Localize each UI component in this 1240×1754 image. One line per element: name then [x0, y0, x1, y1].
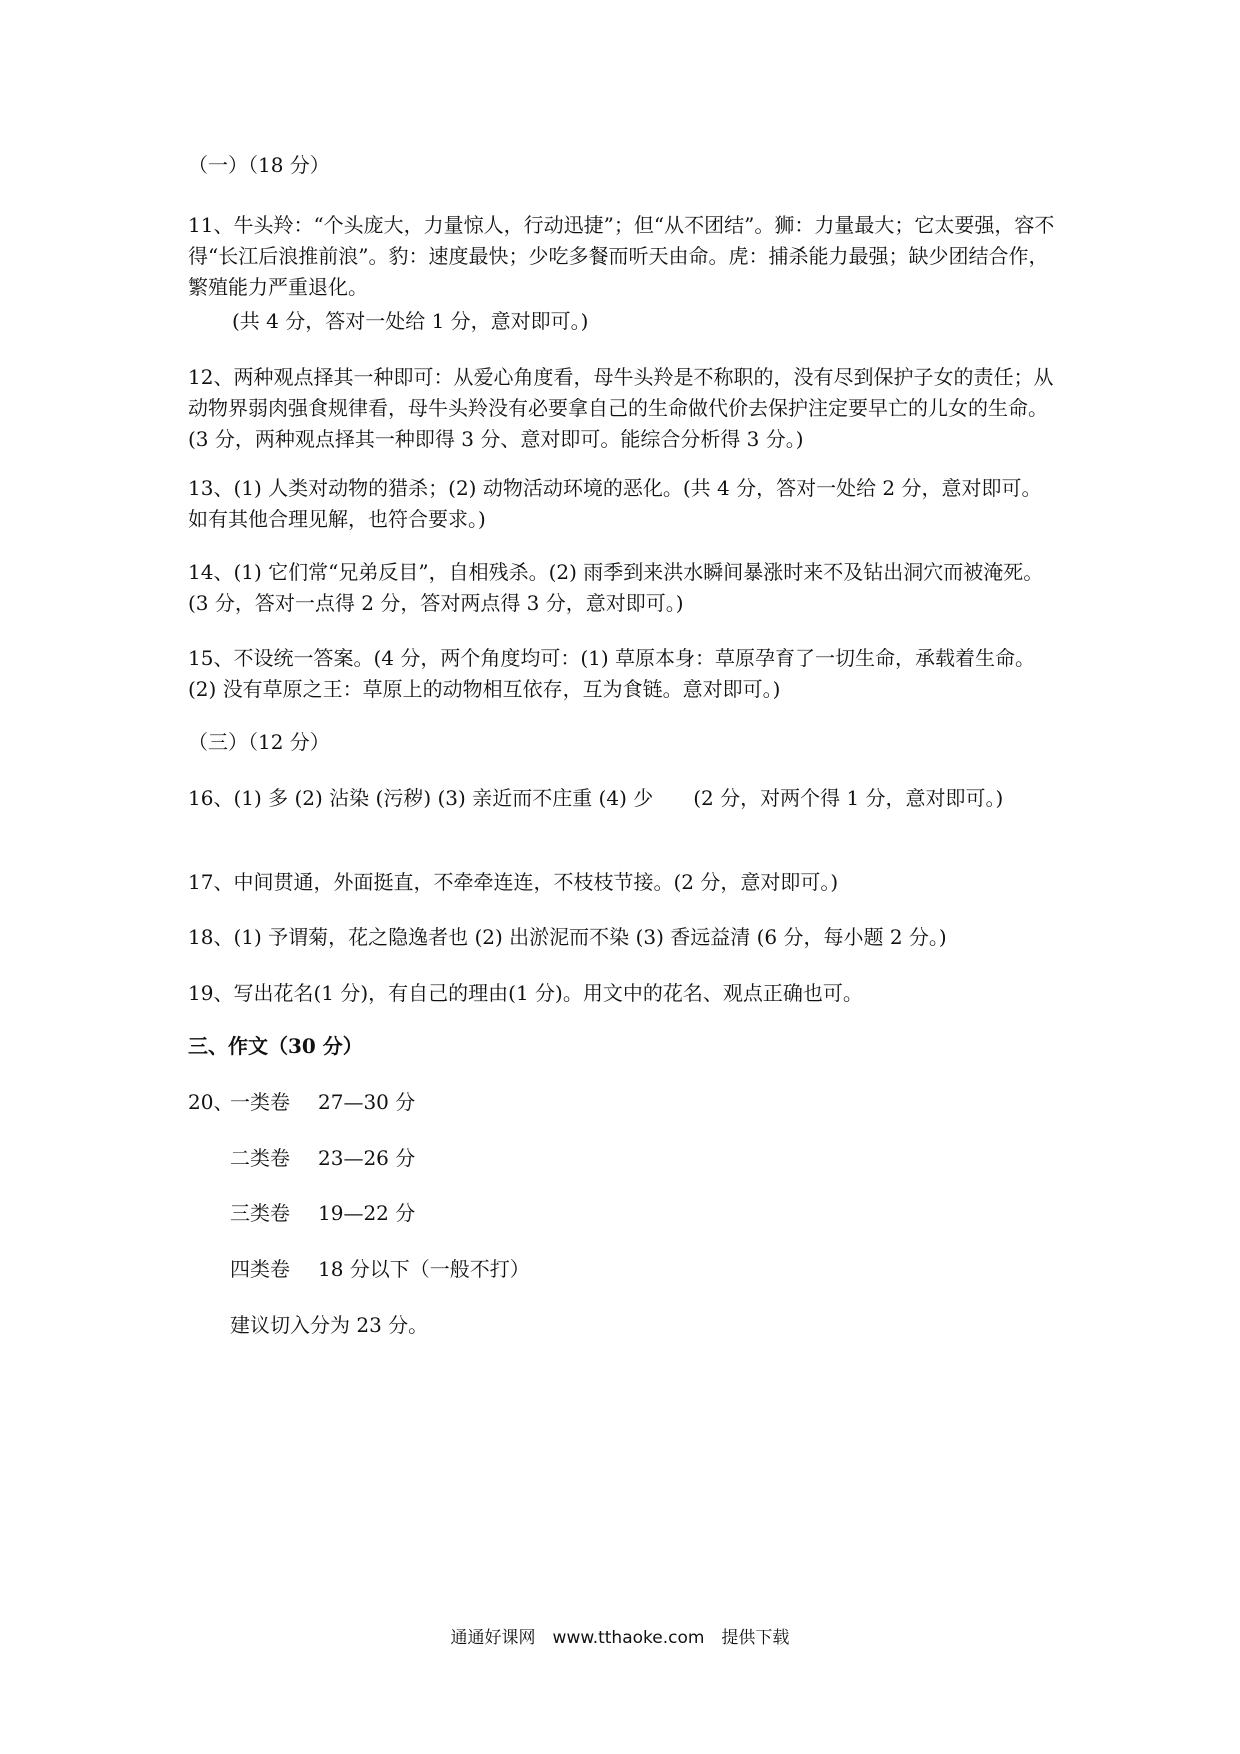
answer-12: 12、两种观点择其一种即可：从爱心角度看，母牛头羚是不称职的，没有尽到保护子女的责任；从动物界弱肉强食规律看，母牛头羚没有必要拿自己的生命做代价去保护注定要早亡的儿女的生命。(3 分，两种观点择其一种即得 3 分、意对即可。能综合分析得 3 分。): [188, 365, 1054, 451]
essay-header: 三、作文（30 分）: [188, 1034, 363, 1058]
answer-11: 11、牛头羚：“个头庞大，力量惊人，行动迅捷”；但“从不团结”。狮：力量最大；它太要强，容不得“长江后浪推前浪”。豹：速度最快；少吃多餐而听天由命。虎：捕杀能力最强；缺少团结合作，繁殖能力严重退化。: [188, 213, 1055, 299]
answer-19: 19、写出花名(1 分)，有自己的理由(1 分)。用文中的花名、观点正确也可。: [188, 981, 863, 1005]
grade-range: 18 分以下（一般不打）: [318, 1257, 530, 1281]
grade-range: 23—26 分: [318, 1146, 416, 1170]
page-footer: 通通好课网 www.tthaoke.com 提供下载: [450, 1628, 790, 1648]
answer-16: 16、(1) 多 (2) 沾染 (污秽) (3) 亲近而不庄重 (4) 少 (2 分，对两个得 1 分，意对即可。): [188, 786, 1004, 810]
answer-15: 15、不设统一答案。(4 分，两个角度均可：(1) 草原本身：草原孕育了一切生命，承载着生命。(2) 没有草原之王：草原上的动物相互依存，互为食链。意对即可。): [188, 646, 1036, 701]
grade-level: 一类卷: [230, 1090, 290, 1114]
grade-prefix: 20、: [188, 1090, 234, 1114]
grade-range: 27—30 分: [318, 1090, 416, 1114]
answer-11-note: (共 4 分，答对一处给 1 分，意对即可。): [232, 309, 589, 333]
grade-suggestion: 建议切入分为 23 分。: [230, 1313, 429, 1337]
grade-level: 二类卷: [230, 1146, 290, 1170]
grade-range: 19—22 分: [318, 1201, 416, 1225]
grade-level: 四类卷: [230, 1257, 290, 1281]
section-header-1: （一）（18 分）: [188, 153, 330, 177]
answer-14: 14、(1) 它们常“兄弟反目”，自相残杀。(2) 雨季到来洪水瞬间暴涨时来不及钻出洞穴而被淹死。(3 分，答对一点得 2 分，答对两点得 3 分，意对即可。): [188, 560, 1044, 615]
answer-13: 13、(1) 人类对动物的猎杀；(2) 动物活动环境的恶化。(共 4 分，答对一处给 2 分，意对即可。如有其他合理见解，也符合要求。): [188, 476, 1042, 531]
section-header-3: （三）（12 分）: [188, 730, 330, 754]
grade-level: 三类卷: [230, 1201, 290, 1225]
answer-17: 17、中间贯通，外面挺直，不牵牵连连，不枝枝节接。(2 分，意对即可。): [188, 870, 839, 894]
answer-18: 18、(1) 予谓菊，花之隐逸者也 (2) 出淤泥而不染 (3) 香远益清 (6 分，每小题 2 分。): [188, 925, 947, 949]
